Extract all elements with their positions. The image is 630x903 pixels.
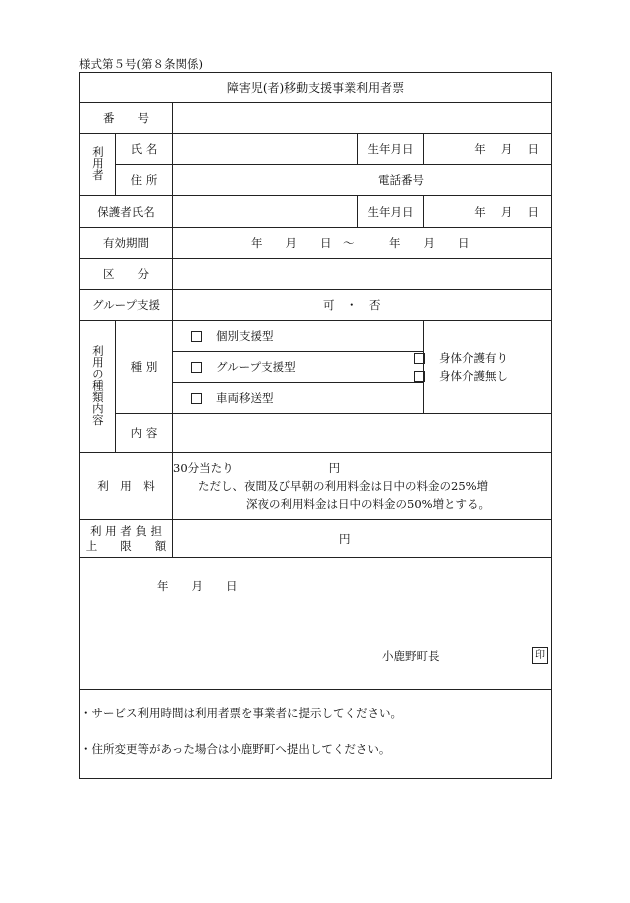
kind-option-label: グループ支援型 [216,360,296,374]
guardian-birthdate-field[interactable]: 年 月 日 [424,196,552,228]
birthdate-label: 生年月日 [358,134,424,165]
validity-label: 有効期間 [80,228,173,259]
seal-mark: 印 [532,647,548,664]
usage-kind-content-cell [80,321,116,453]
number-field[interactable] [173,103,552,134]
kind-option-label: 車両移送型 [216,391,274,405]
group-support-label: グループ支援 [80,290,173,321]
note-item: ・住所変更等があった場合は小鹿野町へ提出してください。 [80,742,391,756]
category-field[interactable] [173,259,552,290]
care-options-cell [424,321,552,414]
issue-section [80,558,552,690]
checkbox-icon[interactable] [191,362,202,373]
fee-note-night: ただし、夜間及び早朝の利用料金は日中の料金の25%増 [198,479,489,493]
fee-field [173,453,552,520]
guardian-name-label: 保護者氏名 [80,196,173,228]
content-label: 内 容 [116,414,173,453]
group-support-field[interactable]: 可 ・ 否 [173,290,552,321]
fee-note-late-night: 深夜の利用料金は日中の料金の50%増とする。 [246,497,491,511]
phone-label: 電話番号 [378,173,424,187]
form-title: 障害児(者)移動支援事業利用者票 [80,73,552,103]
address-label: 住 所 [116,165,173,196]
checkbox-icon[interactable] [191,393,202,404]
fee-label: 利 用 料 [80,453,173,520]
guardian-name-field[interactable] [173,196,358,228]
kind-label: 種 別 [116,321,173,414]
care-option-label: 身体介護無し [439,369,508,383]
address-field[interactable] [173,165,552,196]
note-item: ・サービス利用時間は利用者票を事業者に提示してください。 [80,706,402,720]
form-number-note: 様式第５号(第８条関係) [79,57,203,71]
birthdate-field[interactable]: 年 月 日 [424,134,552,165]
name-label: 氏 名 [116,134,173,165]
kind-option-0[interactable] [173,321,424,352]
care-option-label: 身体介護有り [439,351,508,365]
burden-limit-line1: 利 用 者 負 担 [89,523,163,538]
user-label-cell [80,134,116,196]
fee-yen: 円 [328,461,341,475]
burden-limit-field[interactable]: 円 [173,520,552,558]
kind-option-2[interactable] [173,383,424,414]
content-field[interactable] [173,414,552,453]
user-card-form [79,72,552,779]
kind-option-1[interactable] [173,352,424,383]
burden-limit-line2: 上 限 額 [85,538,167,553]
category-label: 区 分 [80,259,173,290]
mayor-title: 小鹿野町長 [382,649,440,663]
issue-date: 年 月 日 [157,579,238,593]
checkbox-icon[interactable] [414,353,425,364]
user-label: 利用者 [90,145,105,181]
checkbox-icon[interactable] [191,331,202,342]
validity-field[interactable]: 年 月 日 ～ 年 月 日 [173,228,552,259]
guardian-birthdate-label: 生年月日 [358,196,424,228]
notes-section [80,690,552,779]
number-label: 番 号 [80,103,173,134]
checkbox-icon[interactable] [414,371,425,382]
fee-per-30min: 30分当たり [173,461,234,475]
kind-option-label: 個別支援型 [216,329,274,343]
usage-kind-content-label: 利用の種類内容 [90,344,105,426]
name-field[interactable] [173,134,358,165]
burden-limit-label [80,520,173,558]
